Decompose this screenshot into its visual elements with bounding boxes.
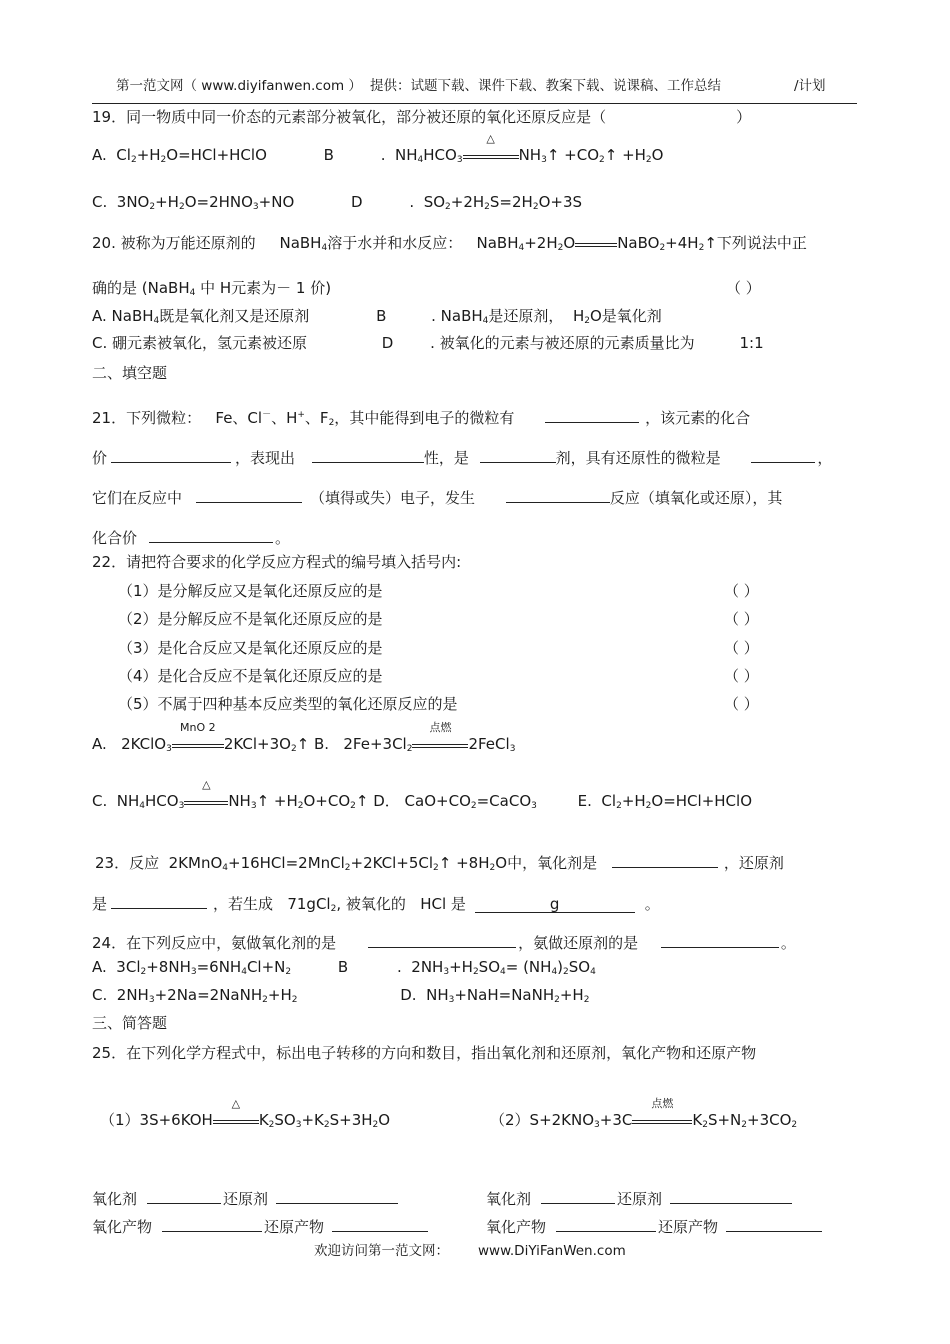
blank-final-valence[interactable] <box>149 527 273 543</box>
q21-line2: 价 ，表现出 性，是 剂，具有还原性的微粒是 ， <box>92 449 833 467</box>
footer-text: 欢迎访问第一范文网： <box>314 1243 449 1259</box>
q23-line1: 23．反应 $2KMnO_4+16HCl=2MnCl_2+2KCl+5Cl_2↑ +8H_2O$中，氧化剂是 ，还原剂 <box>95 854 784 873</box>
blank-reducing-particle[interactable] <box>751 447 815 463</box>
header-site: 第一范文网（ www.diyifanwen.com ） <box>116 78 362 94</box>
header-rule <box>92 103 857 104</box>
q19-option-ab: A. $Cl_2+H_2O=HCl+HClO$ B . $NH_4HCO_3$ △ $NH_3↑$ $+CO_2↑ +H_2O$ <box>92 132 664 165</box>
q22-paren-5[interactable]: （ ） <box>724 695 759 713</box>
blank-valence[interactable] <box>111 447 231 463</box>
section-fill-in: 二、填空题 <box>92 364 168 382</box>
q20-option-cd: C. 硼元素被氧化，氢元素被还原 D . 被氧化的元素与被还原的元素质量比为 1:1 <box>92 334 764 352</box>
q24-stem: 24．在下列反应中，氨做氧化剂的是 ，氨做还原剂的是 。 <box>92 934 796 952</box>
q19-stem: 19．同一物质中同一价态的元素部分被氧化，部分被还原的氧化还原反应是（ ） <box>92 108 752 126</box>
blank-q25-1-oxidant[interactable] <box>147 1188 221 1204</box>
q25-1-agents: 氧化剂 还原剂 <box>92 1188 398 1207</box>
q22-paren-3[interactable]: （ ） <box>724 639 759 657</box>
blank-q25-1-red-product[interactable] <box>332 1216 428 1232</box>
blank-q25-2-oxidant[interactable] <box>541 1188 615 1204</box>
blank-q25-2-ox-product[interactable] <box>556 1216 656 1232</box>
blank-ammonia-oxidant[interactable] <box>368 932 516 948</box>
q22-paren-4[interactable]: （ ） <box>724 667 759 685</box>
q25-2-agents: 氧化剂 还原剂 <box>486 1188 792 1207</box>
q21-line1: 21．下列微粒： Fe、Cl－、H+、$F_2$，其中能得到电子的微粒有 ，该元素的化合 <box>92 409 751 428</box>
q22-paren-1[interactable]: （ ） <box>724 582 759 600</box>
section-short-answer: 三、简答题 <box>92 1014 168 1032</box>
heat-condition: △ <box>463 148 519 163</box>
q22-paren-2[interactable]: （ ） <box>724 610 759 628</box>
q22-stem: 22．请把符合要求的化学反应方程式的编号填入括号内: <box>92 553 462 571</box>
blank-reaction-type[interactable] <box>506 487 610 503</box>
blank-electron-acceptor[interactable] <box>545 407 639 423</box>
q20-option-ab: A. NaBH$_4$既是氧化剂又是还原剂 B . NaBH$_4$是还原剂， $H_2O$是氧化剂 <box>92 307 662 326</box>
q25-equation-2: $(2)S+2KNO_3+3C$ 点燃 $K_2S+N_2+3CO_2$ <box>490 1097 798 1130</box>
q20-answer-paren: （ ） <box>726 279 761 297</box>
q22-item-2: （2）是分解反应不是氧化还原反应的是 <box>118 610 383 628</box>
q25-2-products: 氧化产物 还原产物 <box>486 1216 822 1235</box>
q22-item-4: （4）是化合反应不是氧化还原反应的是 <box>118 667 383 685</box>
blank-oxidant[interactable] <box>612 852 718 868</box>
q21-line4: 化合价 。 <box>92 529 291 547</box>
q21-line3: 它们在反应中 （填得或失）电子，发生 反应（填氧化或还原），其 <box>92 489 783 507</box>
header-plan: /计划 <box>794 78 826 94</box>
q22-equations-cde: C. $NH_4HCO_3$ △ $NH_3↑$ $+H_2O+CO_2↑$ D． $CaO+CO_2=CaCO_3$ E. $Cl_2+H_2O=HCl+HClO$ <box>92 778 752 811</box>
q19-option-cd: C. $3NO_2+H_2O=2HNO_3+NO$ D . $SO_2+2H_2S=2H_2O+3S$ <box>92 193 583 212</box>
blank-reductant[interactable] <box>111 893 207 909</box>
blank-q25-2-reductant[interactable] <box>670 1188 792 1204</box>
q25-1-products: 氧化产物 还原产物 <box>92 1216 428 1235</box>
q20-stem-line2: 确的是 (NaBH$_4$ 中 H元素为－ 1 价) <box>92 279 332 298</box>
blank-gain-loss[interactable] <box>196 487 302 503</box>
blank-agent[interactable] <box>480 447 556 463</box>
blank-hcl-mass[interactable]: g <box>475 897 635 913</box>
q25-equation-1: （1）3S+6KOH △ $K_2SO_3+K_2S+3H_2O$ <box>100 1097 391 1130</box>
blank-q25-2-red-product[interactable] <box>726 1216 822 1232</box>
q24-option-ab: A. $3Cl_2+8NH_3=6NH_4Cl+N_2$ B . $2NH_3+H_2SO_4= (NH_4)_2SO_4$ <box>92 958 596 977</box>
q23-line2: 是 ，若生成 71gCl$_2$, 被氧化的 HCl 是 g 。 <box>92 895 660 914</box>
q22-equations-ab: A. 2KClO$_3$ MnO 2 $2KCl+3O_2↑$ B. $2Fe+3Cl_2$ 点燃 2FeCl$_3$ <box>92 721 516 754</box>
q22-item-5: （5）不属于四种基本反应类型的氧化还原反应的是 <box>118 695 458 713</box>
q25-stem: 25．在下列化学方程式中，标出电子转移的方向和数目，指出氧化剂和还原剂，氧化产物和还原产物 <box>92 1044 757 1062</box>
blank-ammonia-reductant[interactable] <box>661 932 779 948</box>
q22-item-1: （1）是分解反应又是氧化还原反应的是 <box>118 582 383 600</box>
q20-stem: 20. 被称为万能还原剂的 NaBH$_4$溶于水并和水反应： $NaBH_4+2H_2O$ $NaBO_2+4H_2↑$下列说法中正 <box>92 234 807 253</box>
blank-property[interactable] <box>312 447 424 463</box>
footer-url[interactable]: www.DiYiFanWen.com <box>478 1243 626 1259</box>
blank-q25-1-ox-product[interactable] <box>162 1216 262 1232</box>
q24-option-cd: C. $2NH_3+2Na=2NaNH_2+H_2$ D. $NH_3+NaH=NaNH_2+H_2$ <box>92 986 590 1005</box>
q22-item-3: （3）是化合反应又是氧化还原反应的是 <box>118 639 383 657</box>
header-provide: 提供：试题下载、课件下载、教案下载、说课稿、工作总结 <box>370 78 721 94</box>
blank-q25-1-reductant[interactable] <box>276 1188 398 1204</box>
